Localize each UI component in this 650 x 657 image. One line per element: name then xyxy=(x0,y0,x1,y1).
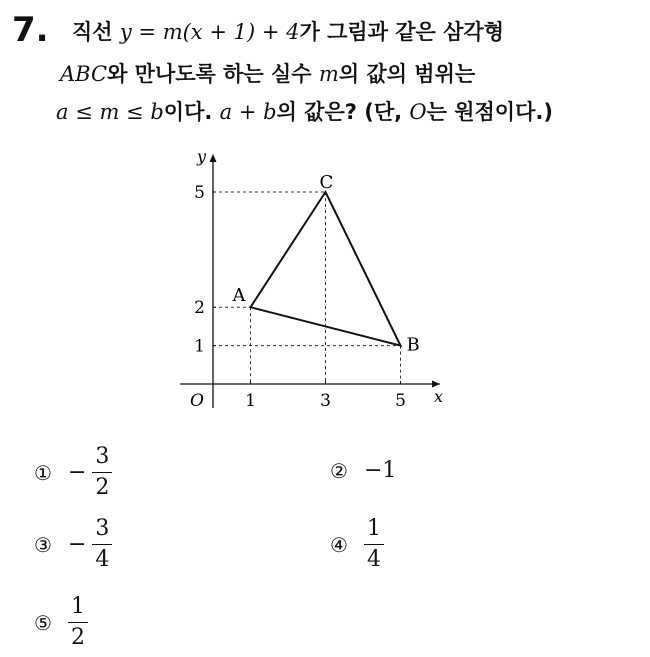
question-text: 직선 xyxy=(72,20,113,44)
x-axis-label: x xyxy=(434,387,444,406)
question-number: 7. xyxy=(12,10,49,50)
fraction-numerator: 3 xyxy=(92,446,112,473)
question-text: 가 그림과 같은 삼각형 xyxy=(299,20,504,44)
vertex-label-c: C xyxy=(319,172,334,193)
line-equation: y = m(x + 1) + 4 xyxy=(119,20,300,44)
origin-symbol: O xyxy=(409,100,427,124)
question-text: 와 만나도록 하는 실수 xyxy=(107,62,312,86)
question-text: 의 값은? (단, xyxy=(276,100,403,124)
choice-marker: ② xyxy=(330,458,348,483)
question-text: 의 값의 범위는 xyxy=(338,62,476,86)
triangle-graph xyxy=(170,140,460,420)
origin-label: O xyxy=(190,391,204,411)
choice-3[interactable] xyxy=(34,518,112,571)
fraction-denominator: 2 xyxy=(70,625,85,650)
y-tick-label: 5 xyxy=(194,183,205,203)
fraction-denominator: 4 xyxy=(95,547,110,572)
y-tick-label: 2 xyxy=(194,298,205,319)
fraction-numerator: 1 xyxy=(364,518,384,545)
choice-marker: ⑤ xyxy=(34,610,52,635)
y-tick-label: 1 xyxy=(194,336,205,357)
choice-5[interactable] xyxy=(34,596,88,649)
y-axis-arrow xyxy=(210,154,217,162)
fraction-denominator: 4 xyxy=(366,547,381,572)
choice-2[interactable] xyxy=(330,458,396,483)
choice-fraction xyxy=(92,446,112,499)
triangle-name: ABC xyxy=(60,62,108,86)
question-text: 는 원점이다.) xyxy=(426,100,553,124)
question-line-2 xyxy=(60,58,475,88)
x-tick-label: 3 xyxy=(320,391,331,411)
choice-1[interactable] xyxy=(34,446,112,499)
fraction-denominator: 2 xyxy=(95,475,110,500)
fraction-numerator: 3 xyxy=(92,518,112,545)
triangle-abc xyxy=(251,192,401,346)
choice-marker: ① xyxy=(34,460,52,485)
choice-4[interactable] xyxy=(330,518,384,571)
y-axis-label: y xyxy=(197,147,207,166)
question-text: 이다. xyxy=(163,100,213,124)
question-line-3 xyxy=(56,96,553,126)
choice-value: −1 xyxy=(363,458,397,483)
x-tick-labels xyxy=(245,381,406,411)
range-inequality: a ≤ m ≤ b xyxy=(56,100,164,124)
choice-sign: − xyxy=(67,460,87,485)
vertex-label-b: B xyxy=(406,334,420,356)
vertex-label-a: A xyxy=(232,285,246,307)
x-tick-label: 1 xyxy=(245,391,256,411)
variable-m: m xyxy=(318,62,339,86)
choice-fraction xyxy=(68,596,88,649)
x-tick-label: 5 xyxy=(395,391,406,411)
question-line-1 xyxy=(72,16,504,46)
sum-expression: a + b xyxy=(219,100,277,124)
choice-fraction xyxy=(364,518,384,571)
choice-fraction xyxy=(92,518,112,571)
choice-marker: ④ xyxy=(330,532,348,557)
choice-marker: ③ xyxy=(34,532,52,557)
choice-sign: − xyxy=(67,532,87,557)
fraction-numerator: 1 xyxy=(68,596,88,623)
